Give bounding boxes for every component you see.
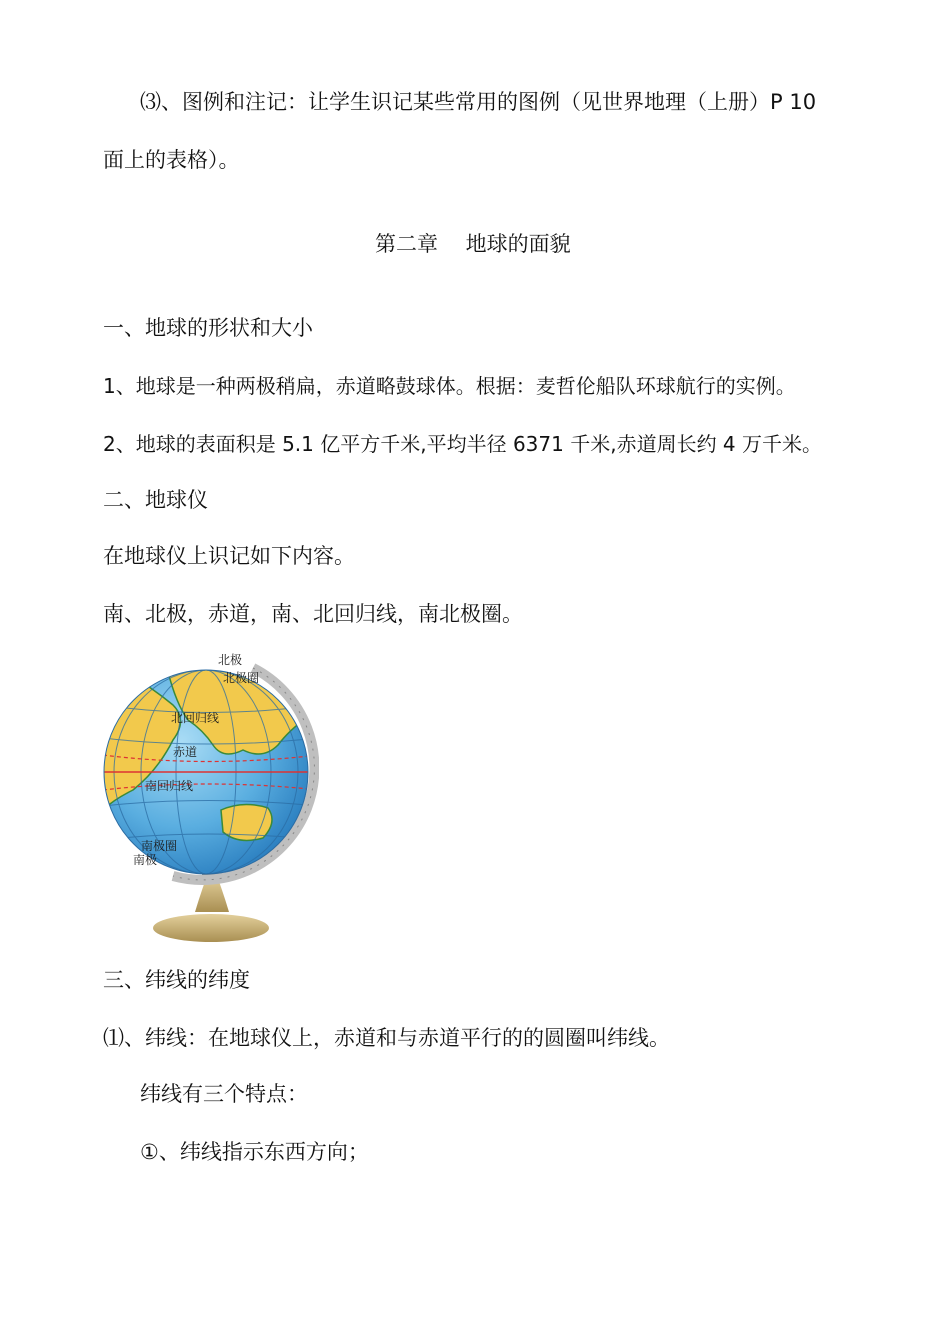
label-equator: 赤道 (173, 745, 198, 759)
section-heading-globe: 二、地球仪 (103, 488, 208, 512)
chapter-title: 第二章 地球的面貌 (375, 232, 571, 256)
paragraph-latitude-definition: ⑴、纬线：在地球仪上，赤道和与赤道平行的的圆圈叫纬线。 (103, 1026, 670, 1050)
label-tropic-capricorn: 南回归线 (145, 779, 194, 793)
globe-base (153, 914, 269, 942)
section-heading-shape-size: 一、地球的形状和大小 (103, 316, 313, 340)
label-south-pole: 南极 (133, 853, 158, 867)
list-item-latitude-feature-1: ①、纬线指示东西方向； (140, 1140, 369, 1164)
section-heading-latitude: 三、纬线的纬度 (103, 968, 250, 992)
paragraph-globe-items: 南、北极，赤道，南、北回归线，南北极圈。 (103, 602, 523, 626)
paragraph-globe-intro: 在地球仪上识记如下内容。 (103, 544, 355, 568)
paragraph-legend-notes-cont: 面上的表格）。 (103, 148, 240, 172)
globe-illustration (103, 650, 319, 946)
label-antarctic-circle: 南极圈 (141, 839, 178, 853)
list-item-earth-size: 2、地球的表面积是 5.1 亿平方千米,平均半径 6371 千米,赤道周长约 4 万千米。 (103, 432, 823, 456)
paragraph-latitude-features: 纬线有三个特点： (140, 1082, 308, 1106)
list-item-earth-shape: 1、地球是一种两极稍扁，赤道略鼓球体。根据：麦哲伦船队环球航行的实例。 (103, 374, 796, 398)
globe-figure (103, 650, 319, 946)
label-arctic-circle: 北极圈 (223, 671, 260, 685)
paragraph-legend-notes: ⑶、图例和注记：让学生识记某些常用的图例（见世界地理（上册）P 10 (140, 90, 817, 114)
label-north-pole: 北极 (218, 653, 243, 667)
label-tropic-cancer: 北回归线 (171, 711, 220, 725)
